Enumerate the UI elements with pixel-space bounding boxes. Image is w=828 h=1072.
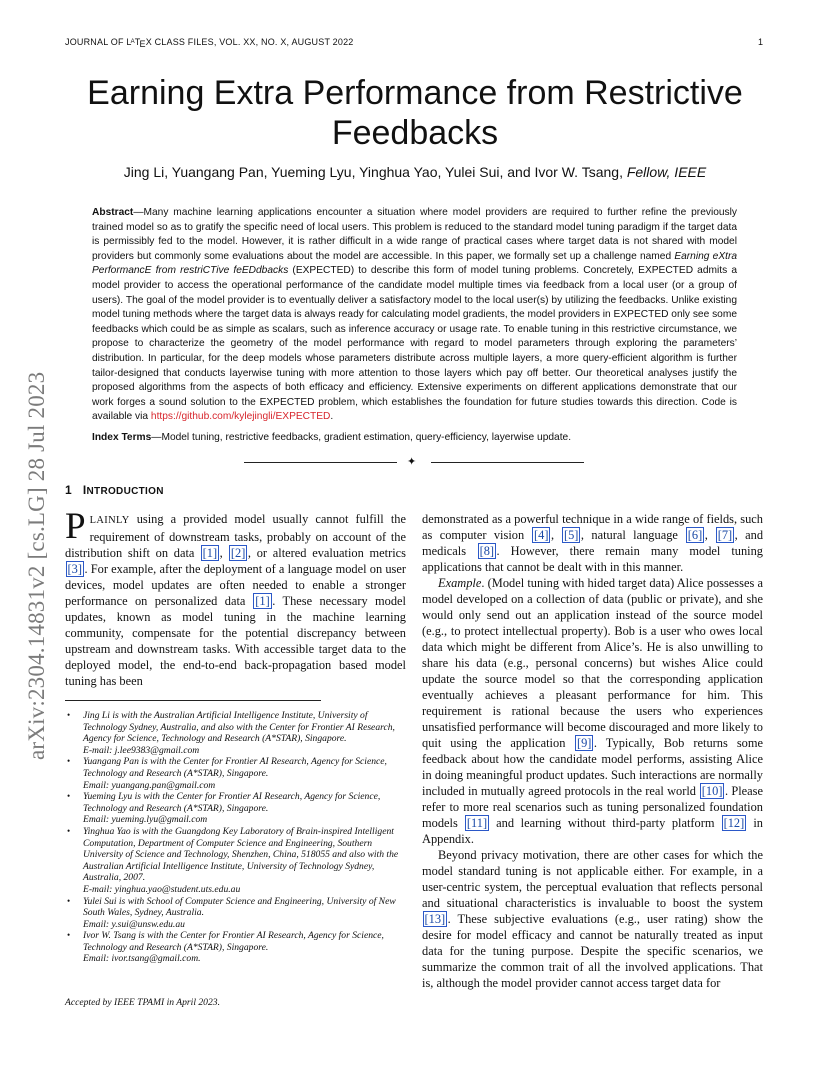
abstract-label: Abstract xyxy=(92,207,134,218)
citation-link[interactable]: [2] xyxy=(230,546,246,560)
author-list xyxy=(80,164,750,180)
citation-link[interactable]: [5] xyxy=(563,528,579,542)
author-names: Jing Li, Yuangang Pan, Yueming Lyu, Yinghua Yao, Yulei Sui, and Ivor W. Tsang, xyxy=(123,164,623,180)
citation-link[interactable]: [8] xyxy=(479,544,495,558)
abstract: Abstract—Many machine learning applications encounter a situation where model providers are required to further refine the previously trained model so as to gratify the specific need of local users. This problem is reduced to the standard model tuning paradigm if the target data is permissibly fed to the model. However, it is rather difficult in a wide range of practical cases where target data is not shared with model providers but commonly some evaluations about the model are accessible. In this paper, we formally set up a challenge named Earning eXtra PerformancE from restriCTive feEDdbacks (EXPECTED) to describe this form of model tuning problems. Concretely, EXPECTED admits a model provider to access the operational performance of the candidate model multiple times via feedback from a local user (or a group of users). The goal of the model provider is to eventually deliver a satisfactory model to the local user(s) by utilizing the feedbacks. Unlike existing model tuning methods where the target data is always ready for calculating model gradients, the model providers in EXPECTED only see some feedbacks which could be as simple as scalars, such as inference accuracy or usage rate. To enable tuning in this restrictive circumstance, we propose to characterize the geometry of the model performance with regard to model parameters through exploring the parameters’ distribution. In particular, for the deep models whose parameters distribute across multiple layers, a more query-efficient algorithm is further tailor-designed that conducts layerwise tuning with more attention to those layers which pay off better. Our theoretical analyses justify the proposed algorithms from the aspects of both efficacy and efficiency. Extensive experiments on different applications demonstrate that our work forges a sound solution to the EXPECTED problem, which establishes the foundation for future studies towards this direction. Code is available via https://github.com/kylejingli/EXPECTED. xyxy=(92,207,737,423)
index-terms: Index Terms—Model tuning, restrictive feedbacks, gradient estimation, query-efficiency, layerwise update. xyxy=(92,432,572,443)
citation-link[interactable]: [10] xyxy=(701,784,723,798)
section-heading: 1 INTRODUCTION xyxy=(65,483,164,497)
citation-link[interactable]: [9] xyxy=(576,736,592,750)
index-terms-label: Index Terms xyxy=(92,432,152,443)
left-column-text: PLAINLY using a provided model usually cannot fulfill the requirement of downstream tasks, probably on account of the distribution shift on data [1] , [2] , or altered evaluation metrics [3] . For example, after the deployment of a language model on user devices, model updates are often needed to enable a stronger performance on personalized data [1] . These necessary model updates, known as model tuning in the machine learning community, compensate for the potential discrepancy between upstream and downstream tasks. With accessible target data to the deployed model, the end-to-end back-propagation based model tuning has been xyxy=(65,506,407,688)
citation-link[interactable]: [12] xyxy=(723,816,745,830)
citation-link[interactable]: [1] xyxy=(202,546,218,560)
acceptance-note: Accepted by IEEE TPAMI in April 2023. xyxy=(65,997,220,1008)
footnote-email: Email: yuangang.pan@gmail.com xyxy=(83,779,216,791)
running-header: JOURNAL OF $L^ATEX$ CLASS FILES, VOL. XX, NO. X, AUGUST 2022 xyxy=(65,37,354,49)
citation-link[interactable]: [13] xyxy=(424,912,446,926)
code-link[interactable]: https://github.com/kylejingli/EXPECTED xyxy=(150,411,331,423)
section-divider xyxy=(244,457,584,467)
footnote-item: • Yinghua Yao is with the Guangdong Key Laboratory of Brain-inspired Intelligent Computation, Department of Computer Science and Engineering, Southern University of Science and Technology, Shenzhen, China, 518055 and also with the Australian Artificial Intelligence Institute, University of Technology Sydney, Australia, 2007. E-mail: yinghua.yao@student.uts.edu.au xyxy=(67,825,399,895)
footnote-email: E-mail: yinghua.yao@student.uts.edu.au xyxy=(83,883,241,895)
citation-link[interactable]: [3] xyxy=(67,562,82,576)
example-label: Example xyxy=(438,576,482,590)
footnote-item: • Jing Li is with the Australian Artificial Intelligence Institute, University of Technology Sydney, Australia, and also with the Center for Frontier AI Research, Agency for Science, Technology and Research (A*STAR), Singapore. E-mail: j.lee9383@gmail.com xyxy=(67,710,395,756)
footnote-email: Email: yueming.lyu@gmail.com xyxy=(83,814,208,826)
right-column-text: demonstrated as a powerful technique in a wide range of fields, such as computer vision [4] , [5] , natural language [6] , [7] , and medicals [8] . However, there remain many model tuning applications that cannot be dealt with in this manner. Example. (Model tuning with hided target data) Alice possesses a model developed on a collection of data (public or private), and she would only send out an application instead of the source model (e.g., to protect intellectual property). Bob is a user who owes local data which might be different from Alice’s. He is also unwilling to share his data (e.g., personal concerns) but wishes Alice could update the source model so that the corresponding application eventually achieves a pleasant performance for him. This requirement is rational because the users who experiences unsatisfied performance will become discouraged and more likely to quit using the application [9] . Typically, Bob returns some feedback about how the candidate model performs, assisting Alice in doing meaningful product updates. Such interactions are normally included in mutually agreed protocols in the real world [10] . Please refer to more real scenarios such as tuning personalized foundation models [11] and learning without third-party platform [12] in Appendix. Beyond privacy motivation, there are other cases for which the model standard tuning is not applicable either. For example, in a user-centric system, the perceptual evaluation that reflects personal and situational characteristics is invaluable to boost the system [13] . These subjective evaluations (e.g., user rating) show the desire for model efficacy and cannot be naturally treated as input data for the tuning purpose. Despite the specific scenarios, we summarize the common trait of all the involved applications. That is, although the model provider cannot access target data for xyxy=(422,512,764,990)
arxiv-stamp: arXiv:2304.14831v2 [cs.LG] 28 Jul 2023 xyxy=(24,371,49,760)
citation-link[interactable]: [4] xyxy=(534,528,549,542)
footnote-item: • Yuangang Pan is with the Center for Frontier AI Research, Agency for Science, Technology and Research (A*STAR), Singapore. Email: yuangang.pan@gmail.com xyxy=(67,756,387,791)
footnote-email: Email: ivor.tsang@gmail.com. xyxy=(83,953,201,965)
paper-title: Earning Extra Performance from Restrictive Feedbacks xyxy=(87,74,743,152)
author-footnotes xyxy=(65,710,410,965)
divider-star-icon: ✦ xyxy=(407,456,417,468)
citation-link[interactable]: [11] xyxy=(466,816,488,830)
page-number: 1 xyxy=(758,37,764,47)
drop-cap: P xyxy=(65,506,86,547)
citation-link[interactable]: [6] xyxy=(687,528,703,542)
footnote-item: • Ivor W. Tsang is with the Center for Frontier AI Research, Agency for Science, Technology and Research (A*STAR), Singapore. Email: ivor.tsang@gmail.com. xyxy=(67,930,384,965)
footnote-email: E-mail: j.lee9383@gmail.com xyxy=(83,744,200,756)
citation-link[interactable]: [7] xyxy=(717,528,733,542)
citation-link[interactable]: [1] xyxy=(255,594,270,608)
footnote-email: Email: y.sui@unsw.edu.au xyxy=(83,918,185,930)
author-suffix: Fellow, IEEE xyxy=(626,164,707,180)
footnote-rule xyxy=(65,700,321,701)
footnote-item: • Yulei Sui is with School of Computer Science and Engineering, University of New South Wales, Sydney, Australia. Email: y.sui@unsw.edu.au xyxy=(67,895,396,930)
footnote-item: • Yueming Lyu is with the Center for Frontier AI Research, Agency for Science, Technology and Research (A*STAR), Singapore. Email: yueming.lyu@gmail.com xyxy=(67,791,381,826)
